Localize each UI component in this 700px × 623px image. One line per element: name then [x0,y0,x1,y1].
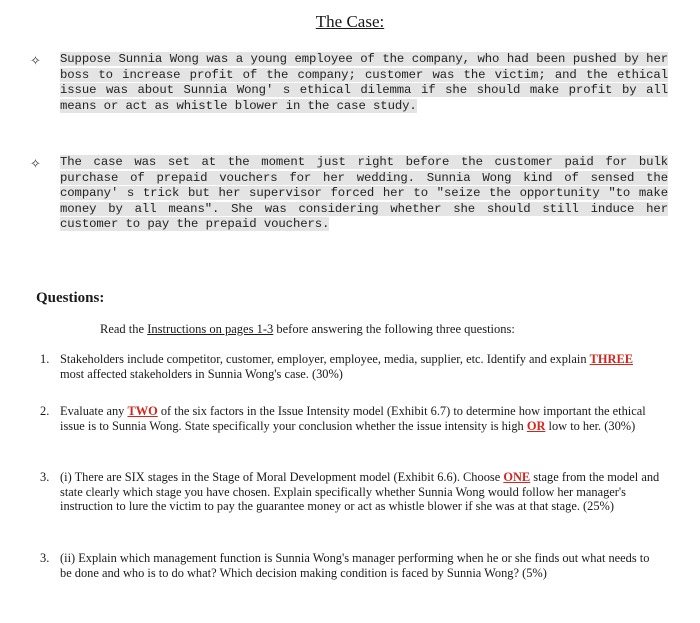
instructions-line: Read the Instructions on pages 1-3 before answering the following three questions: [100,322,515,336]
emphasis-or: OR [526,418,546,433]
questions-heading: Questions: [36,290,105,306]
case-bullet-text: Suppose Sunnia Wong was a young employee of the company, who had been pushed by her boss to increase profit of the company; customer was the victim; and the ethical issue was about Sunnia Wong' s ethical dilemma if she should make profit by all means or act as whistle blower in the case study. [60,52,668,113]
diamond-star-icon: ✧ [30,54,41,69]
emphasis-two: TWO [127,404,158,418]
diamond-star-icon: ✧ [30,157,41,172]
question-text: (ii) Explain which management function is Sunnia Wong's manager performing when he or she finds out what needs to be done and who is to do what? Which decision making condition is faced by Sunnia Wong? (5%) [60,551,650,580]
emphasis-three: THREE [589,352,634,366]
case-title: The Case: [315,12,385,31]
question-text: (i) There are SIX stages in the Stage of Moral Development model (Exhibit 6.6). Choose ONE stage from the model and state clearly which stage you have chosen. Explain specifically whether Sunnia Wong would follow her manager's instruction to lure the victim to pay the guarantee money or act as whistle blower if she was at that stage. (25%) [60,470,660,513]
document-page: The Case: ✧ Suppose Sunnia Wong was a young employee of the company, who had been pushed by her boss to increase profit of the company; customer was the victim; and the ethical issue was about Sunnia Wong' s ethical dilemma if she should make profit by all means or act as whistle blower in the case study. ✧ The case was set at the moment just right before the customer paid for bulk purchase of prepaid vouchers for her wedding. Sunnia Wong kind of sensed the company' s trick but her supervisor forced her to "seize the opportunity "to make money by all means". She was considering whether she should still induce her customer to pay the prepaid vouchers. Questions: Read the Instructions on pages 1-3 before answering the following three questions: 1. Stakeholders include competitor, customer, employer, employee, media, supplier, etc. Identify and explain THREE most affected stakeholders in Sunnia Wong's case. (30%) 2. Evaluate any TWO of the six factors in the Issue Intensity model (Exhibit 6.7) to determine how important the ethical issue is to Sunnia Wong. State specifically your conclusion whether the issue intensity is high OR low to her. (30%) 3. (i) There are SIX stages in the Stage of Moral Development model (Exhibit 6.6). Choose ONE stage from the model and state clearly which stage you have chosen. Explain specifically whether Sunnia Wong would follow her manager's instruction to lure the victim to pay the guarantee money or act as whistle blower if she was at that stage. (25%) 3. (ii) Explain which management function is Sunnia Wong's manager performing when he or she finds out what needs to be done and who is to do what? Which decision making condition is faced by Sunnia Wong? (5%) [0,0,700,623]
question-text: Stakeholders include competitor, customer, employer, employee, media, supplier, etc. Identify and explain THREE most affected stakeholders in Sunnia Wong's case. (30%) [60,352,634,381]
question-text: Evaluate any TWO of the six factors in the Issue Intensity model (Exhibit 6.7) to determine how important the ethical issue is to Sunnia Wong. State specifically your conclusion whether the issue intensity is high OR low to her. (30%) [60,404,646,433]
emphasis-one: ONE [503,470,531,484]
instructions-link[interactable]: Instructions on pages 1-3 [147,322,274,336]
case-bullet-text: The case was set at the moment just right before the customer paid for bulk purchase of prepaid vouchers for her wedding. Sunnia Wong kind of sensed the company' s trick but her supervisor forced her to "seize the opportunity "to make money by all means". She was considering whether she should still induce her customer to pay the prepaid vouchers. [60,155,668,232]
